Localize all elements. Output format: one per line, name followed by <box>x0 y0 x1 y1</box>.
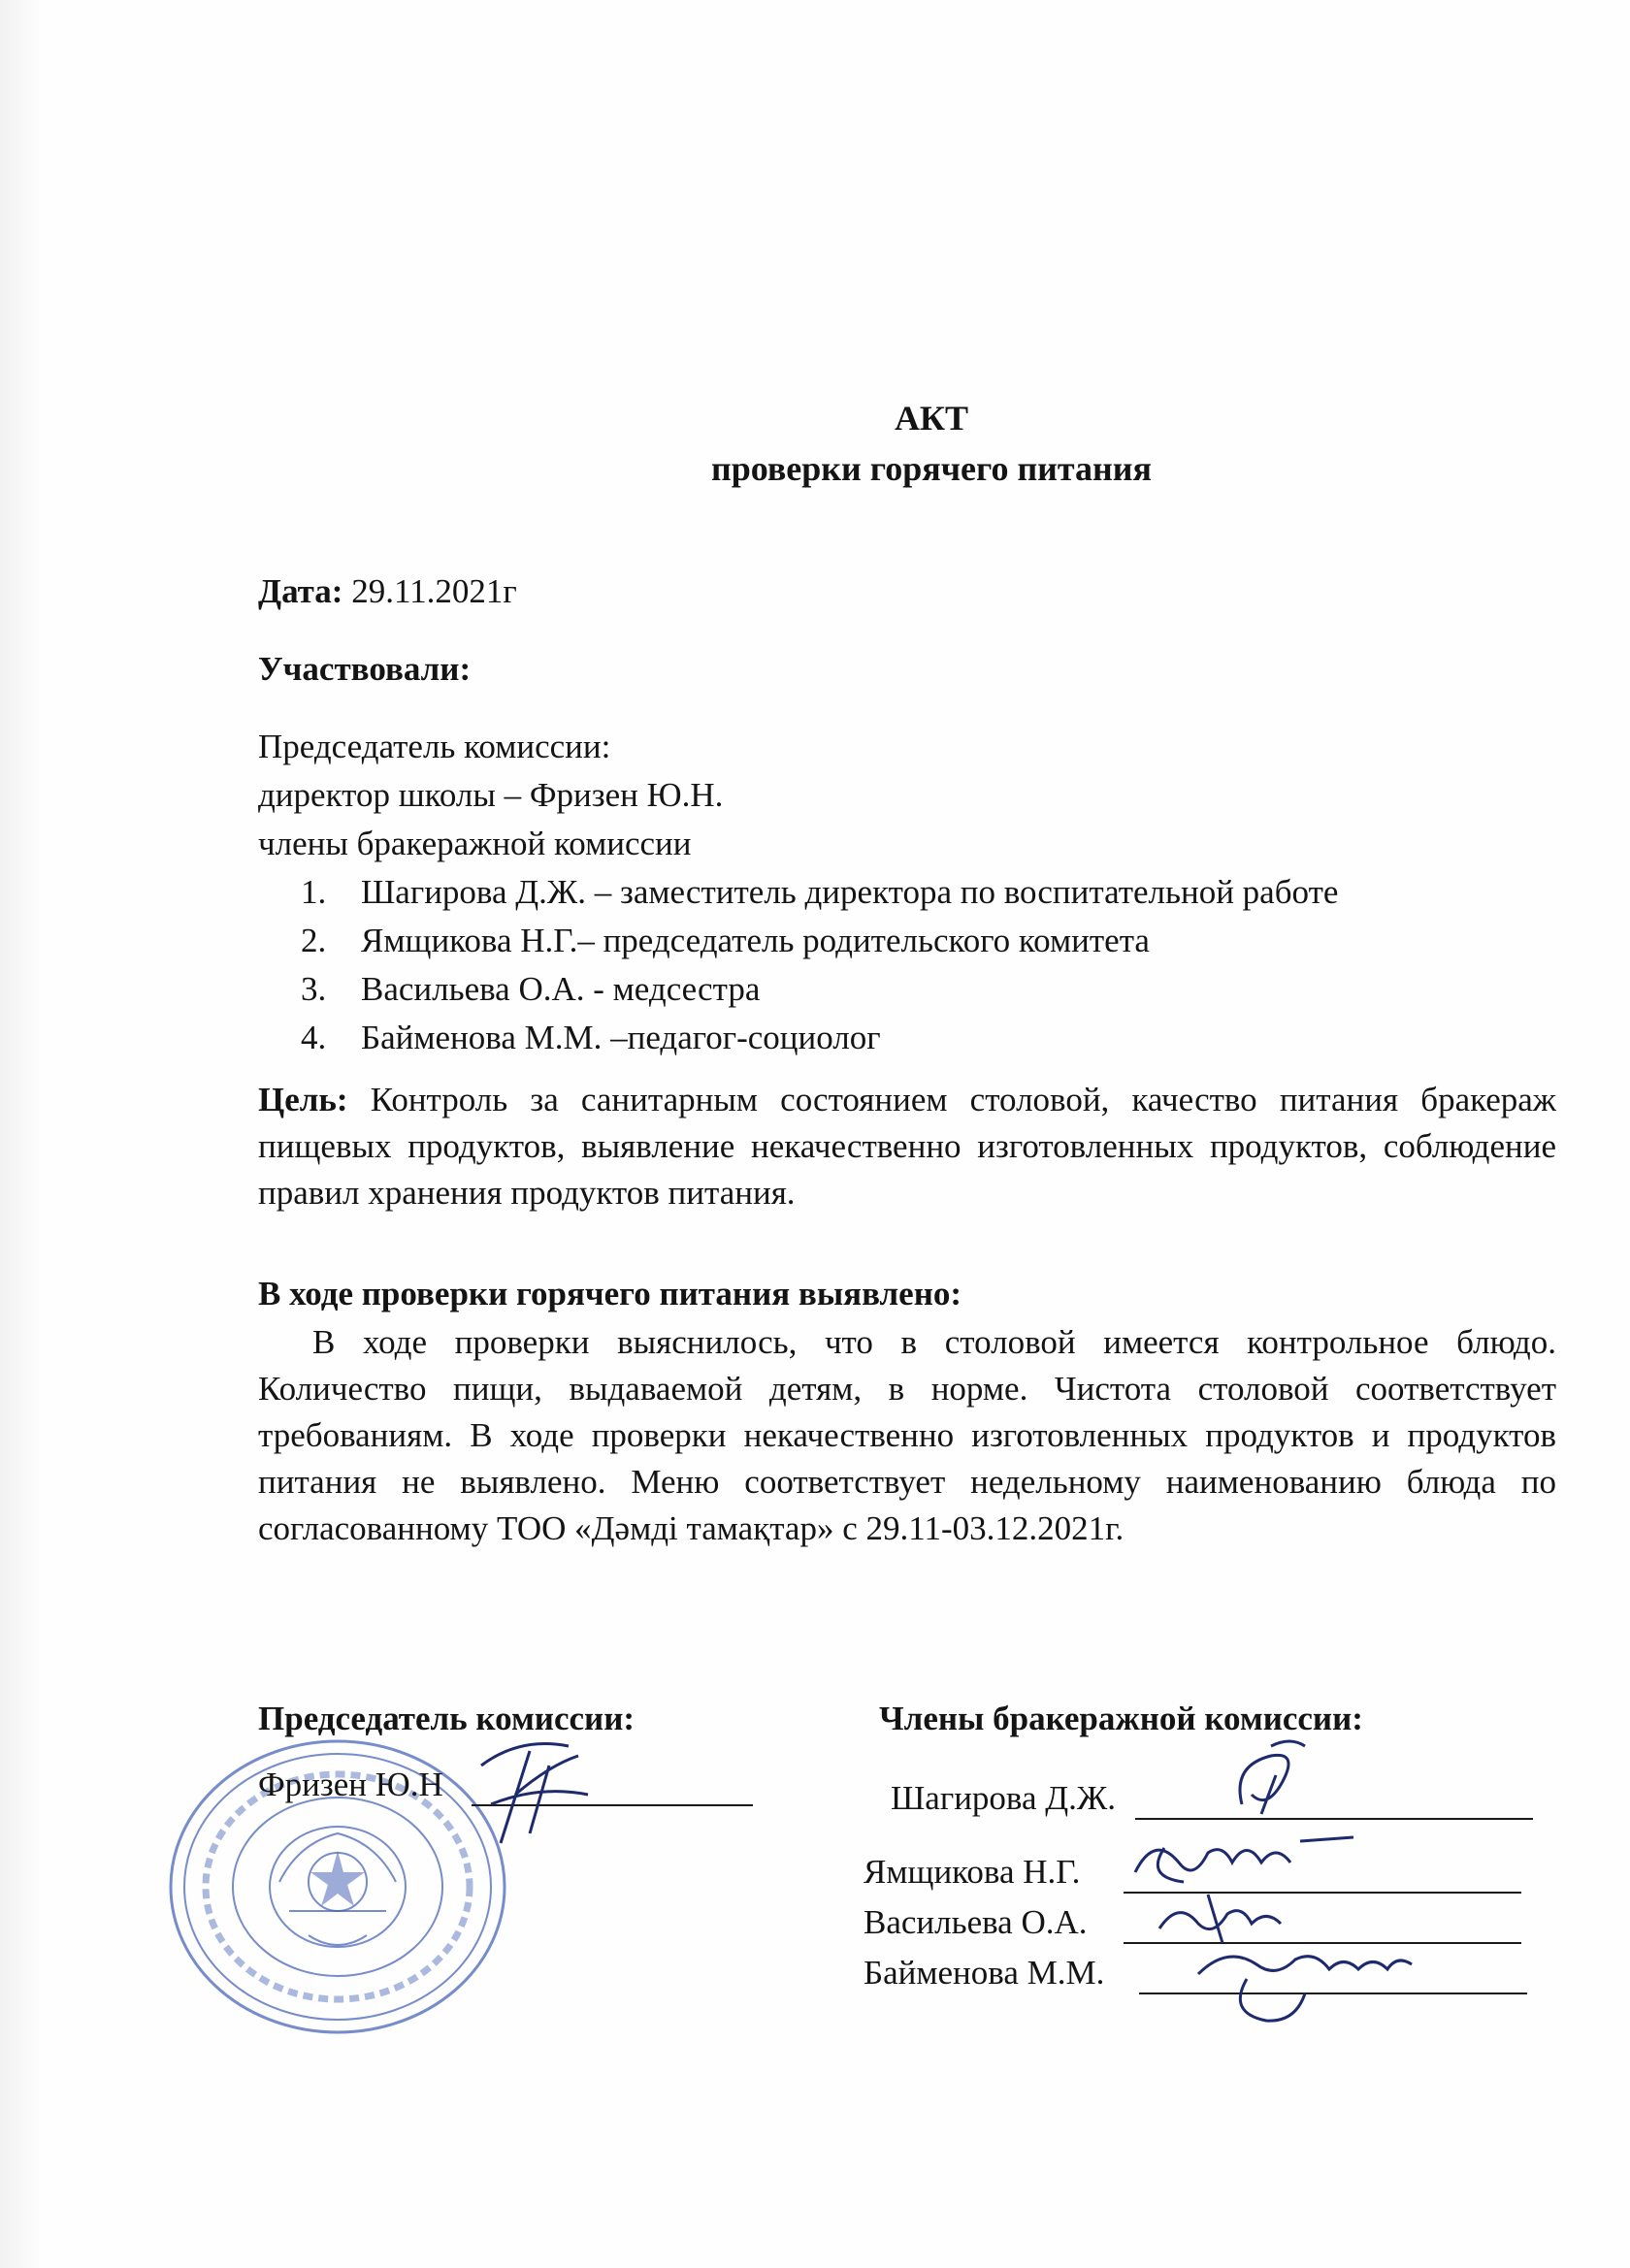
members-label: члены бракеражной комиссии <box>258 825 692 862</box>
document-heading: АКТ <box>894 399 969 437</box>
list-item-number: 3. <box>301 970 327 1008</box>
date-value: 29.11.2021г <box>342 572 517 610</box>
member-signature-name: Шагирова Д.Ж. <box>891 1779 1117 1817</box>
chair-label: Председатель комиссии: <box>258 728 611 765</box>
member-handwritten-signature <box>1189 1935 1421 2027</box>
list-item <box>301 965 1338 1014</box>
goal-label: Цель: <box>258 1081 348 1118</box>
list-item-number: 4. <box>301 1019 327 1056</box>
findings-label: В ходе проверки горячего питания выявлено: <box>258 1275 962 1312</box>
goal-paragraph <box>258 1077 1556 1216</box>
scan-edge-shadow <box>0 0 39 2268</box>
chair-handwritten-signature <box>462 1727 607 1858</box>
members-list <box>301 868 1338 1062</box>
list-item-text: Васильева О.А. - медсестра <box>361 970 761 1008</box>
chair-signature-name: Фризен Ю.Н <box>258 1766 443 1803</box>
member-signature-name: Ямщикова Н.Г. <box>864 1853 1081 1891</box>
member-signature-name: Байменова М.М. <box>864 1954 1105 1992</box>
list-item-number: 1. <box>301 873 327 911</box>
list-item <box>301 917 1338 965</box>
list-item <box>301 1014 1338 1062</box>
findings-paragraph: В ходе проверки выяснилось, что в столовой имеется контрольное блюдо. Количество пищи, выдаваемой детям, в норме. Чистота столовой соответствует требованиям. В ходе проверки некачественно изготовленных продуктов и продуктов питания не выявлено. Меню соответствует недельному наименованию блюда по согласованному ТОО «Дәмді тамақтар» с 29.11-03.12.2021г. <box>258 1323 1556 1547</box>
chair-signature-heading: Председатель комиссии: <box>258 1700 636 1737</box>
chair-line: директор школы – Фризен Ю.Н. <box>258 776 724 814</box>
list-item-number: 2. <box>301 922 327 959</box>
list-item-text: Байменова М.М. –педагог-социолог <box>361 1019 881 1056</box>
document-subheading: проверки горячего питания <box>710 449 1153 488</box>
list-item-text: Ямщикова Н.Г.– председатель родительского комитета <box>361 922 1150 959</box>
goal-text: Контроль за санитарным состоянием столовой, качество питания бракераж пищевых продуктов, выявление некачественно изготовленных продуктов, соблюдение правил хранения продуктов питания. <box>258 1081 1556 1212</box>
members-signature-heading: Члены бракеражной комиссии: <box>879 1700 1363 1737</box>
member-signature-name: Васильева О.А. <box>864 1903 1088 1941</box>
date-label: Дата: <box>258 572 343 610</box>
participants-label: Участвовали: <box>258 650 472 688</box>
date-line <box>258 570 517 613</box>
list-item-text: Шагирова Д.Ж. – заместитель директора по воспитательной работе <box>361 873 1339 911</box>
member-signature-line <box>1135 1818 1533 1820</box>
member-handwritten-signature <box>1213 1736 1320 1833</box>
list-item <box>301 868 1338 917</box>
